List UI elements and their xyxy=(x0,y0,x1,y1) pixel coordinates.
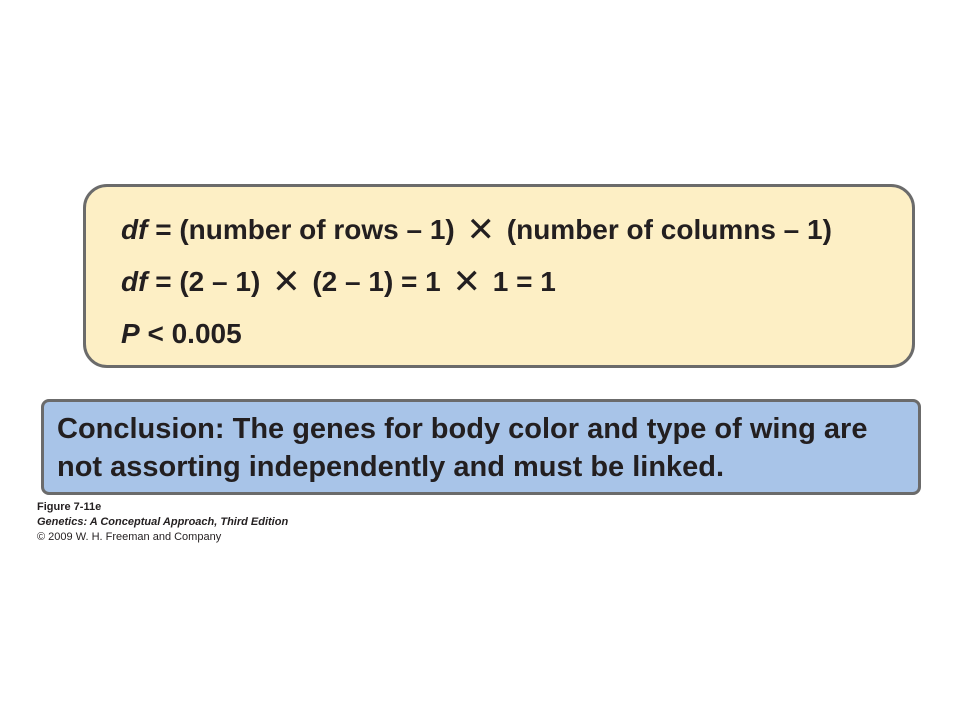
p-value: < 0.005 xyxy=(139,318,242,349)
copyright-line: © 2009 W. H. Freeman and Company xyxy=(37,531,222,543)
df-formula-line xyxy=(121,211,832,249)
p-value-line xyxy=(121,318,242,350)
p-variable: P xyxy=(121,318,140,349)
figure-number: Figure 7-11e xyxy=(37,501,102,513)
df-calc-part-c: 1 = 1 xyxy=(485,266,556,297)
conclusion-statement: The genes for body color and type of wing are not assorting independently and must be linked. xyxy=(57,413,868,483)
df-formula-columns: (number of columns – 1) xyxy=(499,214,832,245)
df-calc-part-a: = (2 – 1) xyxy=(147,266,269,297)
formula-box xyxy=(83,184,915,368)
times-icon: ✕ xyxy=(452,263,482,301)
df-variable: df xyxy=(121,266,148,297)
times-icon: ✕ xyxy=(272,263,301,301)
df-variable: df xyxy=(121,214,148,245)
figure-caption xyxy=(37,500,288,545)
conclusion-text xyxy=(57,410,907,486)
df-calc-part-b: (2 – 1) = 1 xyxy=(304,266,449,297)
conclusion-box xyxy=(41,399,921,495)
times-icon: ✕ xyxy=(466,211,495,249)
conclusion-label: Conclusion: xyxy=(57,413,225,445)
df-calculation-line xyxy=(121,263,556,301)
book-title: Genetics: A Conceptual Approach, Third Edition xyxy=(37,516,289,528)
df-formula-rows: = (number of rows – 1) xyxy=(147,214,463,245)
